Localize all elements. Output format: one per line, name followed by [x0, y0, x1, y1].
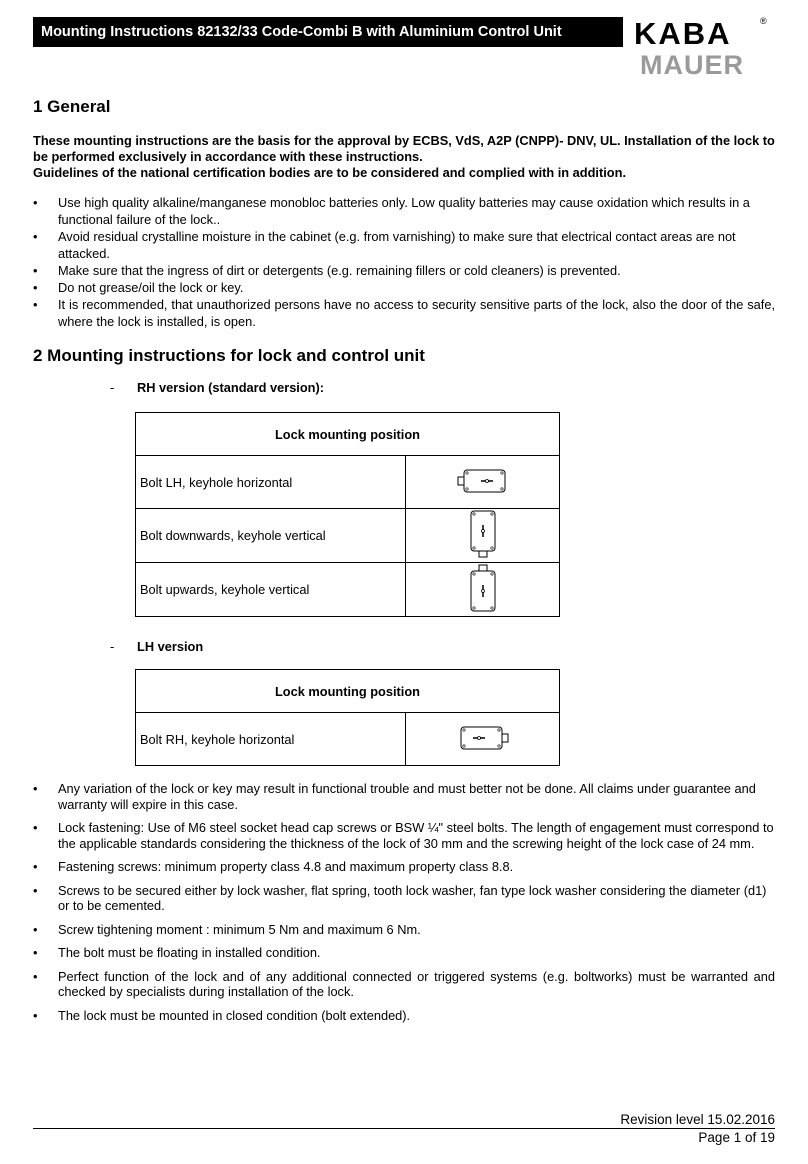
table-header: Lock mounting position	[136, 413, 560, 456]
revision-level: Revision level 15.02.2016	[620, 1112, 775, 1127]
intro-paragraph	[33, 133, 775, 181]
logo-mauer: MAUER	[640, 50, 744, 78]
lock-diagram-cell	[406, 509, 560, 563]
list-item-text: Use high quality alkaline/manganese monobloc batteries only. Low quality batteries may cause oxidation which results in a functional failure of the lock..	[58, 195, 750, 227]
bullet-icon: •	[33, 882, 38, 898]
bullet-icon: •	[33, 297, 38, 312]
list-item-text: Fastening screws: minimum property class 4.8 and maximum property class 8.8.	[58, 859, 514, 874]
lock-bolt-right-icon	[457, 724, 509, 752]
page-number: Page 1 of 19	[698, 1130, 775, 1145]
lh-mounting-table	[135, 669, 560, 766]
bullet-icon: •	[33, 263, 38, 278]
rh-version-text: RH version (standard version):	[137, 380, 325, 395]
bullet-icon: •	[33, 820, 38, 835]
lock-bolt-down-icon	[468, 510, 498, 558]
list-item	[33, 969, 775, 1000]
lock-diagram-cell	[406, 563, 560, 617]
list-item	[33, 296, 775, 330]
general-bullet-list	[33, 194, 775, 330]
table-cell-position: Bolt RH, keyhole horizontal	[136, 713, 406, 766]
rh-mounting-table	[135, 412, 560, 617]
lock-bolt-left-icon	[457, 467, 509, 495]
list-item	[33, 859, 775, 875]
list-item-text: It is recommended, that unauthorized persons have no access to security sensitive parts of the lock, also the door of the safe, where the lock is installed, is open.	[58, 297, 775, 329]
list-item	[33, 194, 775, 228]
footer-divider	[33, 1128, 775, 1129]
lock-diagram-cell	[406, 713, 560, 766]
list-item-text: Lock fastening: Use of M6 steel socket head cap screws or BSW ¼" steel bolts. The length of engagement must correspond to the applicable standards considering the thickness of the lock of 30 mm and the screwing height of the lock case of 24 mm.	[58, 820, 774, 851]
kaba-mauer-logo	[632, 14, 772, 78]
list-item-text: Any variation of the lock or key may result in functional trouble and must better not be done. All claims under guarantee and warranty will expire in this case.	[58, 781, 756, 812]
bullet-icon: •	[33, 229, 38, 244]
list-item	[33, 781, 775, 812]
table-header: Lock mounting position	[136, 670, 560, 713]
bullet-icon: •	[33, 921, 38, 937]
bullet-icon: •	[33, 1007, 38, 1023]
lock-bolt-up-icon	[468, 564, 498, 612]
section-2-heading: 2 Mounting instructions for lock and control unit	[33, 346, 425, 365]
list-item	[33, 922, 775, 938]
mounting-bullet-list	[33, 781, 775, 1031]
bullet-icon: •	[33, 195, 38, 210]
list-item-text: Perfect function of the lock and of any additional connected or triggered systems (e.g. boltworks) must be warranted and checked by specialists during installation of the lock.	[58, 968, 775, 999]
rh-version-label	[110, 380, 324, 395]
logo-registered: ®	[760, 16, 767, 26]
dash-marker: -	[110, 639, 115, 654]
bullet-icon: •	[33, 859, 38, 874]
bullet-icon: •	[33, 968, 38, 984]
list-item-text: Screw tightening moment : minimum 5 Nm and maximum 6 Nm.	[58, 921, 421, 937]
document-title-bar	[33, 17, 623, 47]
list-item	[33, 1008, 775, 1024]
list-item	[33, 228, 775, 262]
table-cell-position: Bolt LH, keyhole horizontal	[136, 456, 406, 509]
bullet-icon: •	[33, 280, 38, 295]
list-item	[33, 883, 775, 914]
list-item-text: Do not grease/oil the lock or key.	[58, 280, 244, 295]
list-item	[33, 945, 775, 961]
bullet-icon: •	[33, 781, 38, 796]
table-cell-position: Bolt downwards, keyhole vertical	[136, 509, 406, 563]
list-item-text: Avoid residual crystalline moisture in the cabinet (e.g. from varnishing) to make sure that electrical contact areas are not attacked.	[58, 229, 736, 261]
list-item	[33, 279, 775, 296]
intro-line: Guidelines of the national certification bodies are to be considered and complied with in addition.	[33, 165, 626, 180]
list-item	[33, 820, 775, 851]
list-item	[33, 262, 775, 279]
bullet-icon: •	[33, 945, 38, 960]
logo-kaba: KABA	[634, 16, 732, 51]
lock-diagram-cell	[406, 456, 560, 509]
lh-version-label	[110, 639, 203, 654]
list-item-text: The lock must be mounted in closed condition (bolt extended).	[58, 1007, 411, 1023]
lh-version-text: LH version	[137, 639, 204, 654]
list-item-text: Make sure that the ingress of dirt or detergents (e.g. remaining fillers or cold cleaners) is prevented.	[58, 263, 621, 278]
list-item-text: The bolt must be floating in installed condition.	[58, 945, 321, 960]
section-1-heading: 1 General	[33, 97, 111, 116]
document-title: Mounting Instructions 82132/33 Code-Combi B with Aluminium Control Unit	[41, 24, 562, 40]
table-cell-position: Bolt upwards, keyhole vertical	[136, 563, 406, 617]
list-item-text: Screws to be secured either by lock washer, flat spring, tooth lock washer, fan type lock washer considering the diameter (d1) or to be cemented.	[58, 882, 767, 913]
dash-marker: -	[110, 380, 115, 395]
intro-line: These mounting instructions are the basis for the approval by ECBS, VdS, A2P (CNPP)- DNV, UL. Installation of the lock to be performed exclusively in accordance with these instructions.	[33, 133, 775, 164]
